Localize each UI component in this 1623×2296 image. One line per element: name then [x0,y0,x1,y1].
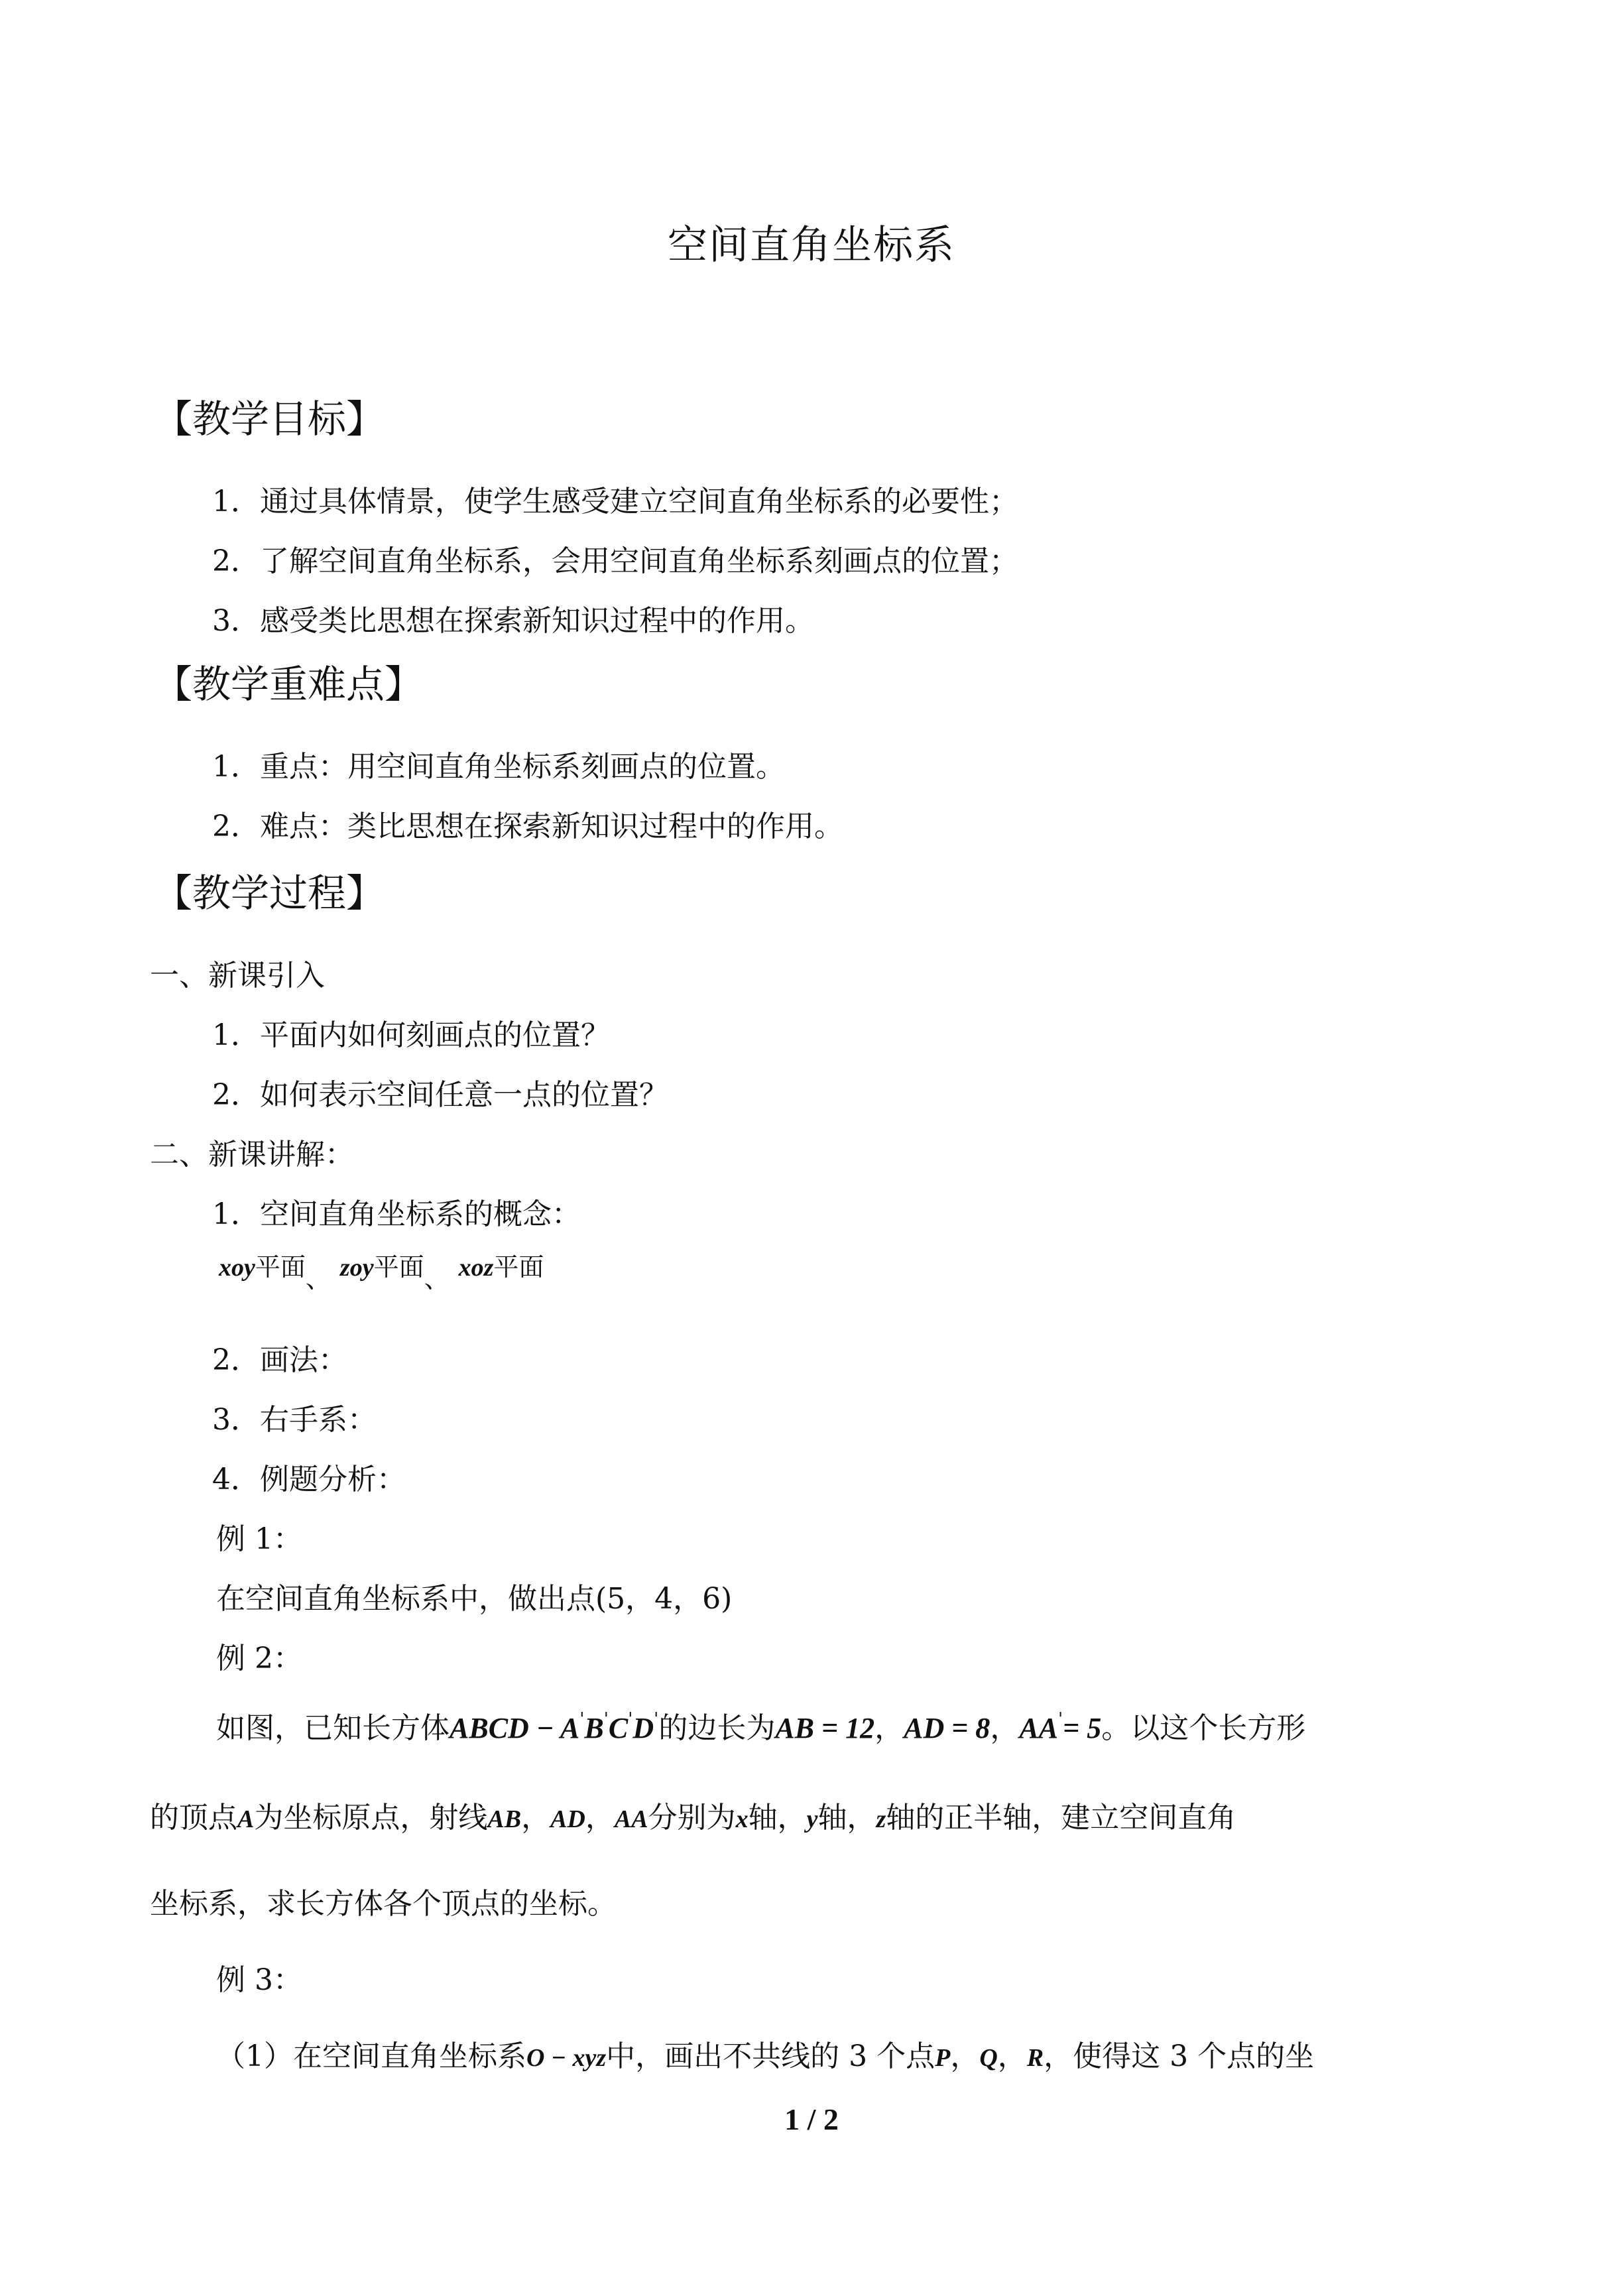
prime-mark: ' [603,1709,609,1729]
point-r: R [1026,2044,1044,2072]
right-hand-item: 3．右手系： [212,1403,377,1437]
concept-item: 1．空间直角坐标系的概念： [212,1197,581,1231]
examples-item: 4．例题分析： [212,1463,406,1496]
edge-aa: AA [1019,1712,1059,1744]
ray-aa: AA [614,1805,648,1833]
text-run: 分别为 [648,1801,736,1835]
example-1-text: 在空间直角坐标系中，做出点(5，4，6) [216,1582,733,1616]
example-2-line-3: 坐标系，求长方体各个顶点的坐标。 [150,1887,617,1921]
comma: ， [521,1801,551,1835]
example-3-line-1 [216,2032,1314,2075]
part1-heading: 一、新课引入 [150,959,325,993]
separator: 、 [424,1264,450,1294]
coordinate-planes-line [219,1246,544,1294]
example-1-label: 例 1： [216,1522,302,1556]
plane-xoy: xoy [219,1254,255,1282]
part2-heading: 二、新课讲解： [150,1138,354,1172]
prime-mark: ' [654,1709,659,1729]
example-2-label: 例 2： [216,1642,302,1675]
vertex-c: C [608,1712,629,1744]
prime-mark: ' [628,1709,633,1729]
section-heading-process: 【教学过程】 [154,871,385,916]
objective-item-1: 1．通过具体情景，使学生感受建立空间直角坐标系的必要性； [212,485,1018,518]
keypoint-item-2: 2．难点：类比思想在探索新知识过程中的作用。 [212,810,843,843]
box-name: ABCD − A [450,1712,580,1744]
coordinate-system: O − xyz [526,2044,607,2072]
keypoint-item-1: 1．重点：用空间直角坐标系刻画点的位置。 [212,750,785,784]
text-run: （1）在空间直角坐标系 [216,2039,526,2073]
plane-word: 平面 [493,1252,544,1282]
text-run: 的边长为 [658,1711,776,1745]
text-run: 。以这个长方形 [1101,1711,1306,1745]
text-run: ，使得这 3 个点的坐 [1044,2039,1315,2073]
edge-ab: AB = 12 [775,1712,875,1744]
drawing-item: 2．画法： [212,1343,347,1377]
point-q: Q [979,2044,998,2072]
comma: ， [950,2039,980,2073]
vertex-a: A [237,1805,255,1833]
section-heading-keypoints: 【教学重难点】 [154,662,424,707]
plane-word: 平面 [255,1252,306,1282]
text-run: 中，画出不共线的 3 个点 [606,2039,935,2073]
text-run: 轴， [748,1801,807,1835]
example-3-label: 例 3： [216,1963,302,1997]
text-run: 如图，已知长方体 [216,1711,450,1745]
plane-xoz: xoz [458,1254,494,1282]
separator: 、 [305,1264,331,1294]
vertex-d: D [632,1712,654,1744]
ray-ab: AB [487,1805,522,1833]
comma: ， [585,1801,615,1835]
edge-aa-value: = 5 [1063,1712,1102,1744]
axis-x: x [735,1805,749,1833]
part1-item-1: 1．平面内如何刻画点的位置？ [212,1018,610,1052]
page-title: 空间直角坐标系 [668,222,955,269]
text-run: 轴， [817,1801,876,1835]
axis-z: z [876,1805,886,1833]
page-number: 1 / 2 [784,2102,839,2136]
prime-mark: ' [579,1709,585,1729]
vertex-b: B [584,1712,604,1744]
part1-item-2: 2．如何表示空间任意一点的位置？ [212,1078,668,1112]
example-2-line-1 [216,1704,1305,1746]
axis-y: y [806,1805,818,1833]
comma: ， [874,1711,904,1745]
text-run: 轴的正半轴，建立空间直角 [886,1801,1236,1835]
point-p: P [935,2044,951,2072]
text-run: 的顶点 [150,1801,237,1835]
objective-item-2: 2．了解空间直角坐标系，会用空间直角坐标系刻画点的位置； [212,544,1018,578]
objective-item-3: 3．感受类比思想在探索新知识过程中的作用。 [212,604,814,638]
section-heading-objectives: 【教学目标】 [154,396,385,442]
text-run: 为坐标原点，射线 [254,1801,488,1835]
example-2-line-2 [150,1793,1236,1836]
prime-mark: ' [1058,1709,1063,1729]
comma: ， [997,2039,1027,2073]
plane-zoy: zoy [339,1254,374,1282]
comma: ， [990,1711,1020,1745]
edge-ad: AD = 8 [904,1712,991,1744]
ray-ad: AD [550,1805,585,1833]
plane-word: 平面 [373,1252,424,1282]
